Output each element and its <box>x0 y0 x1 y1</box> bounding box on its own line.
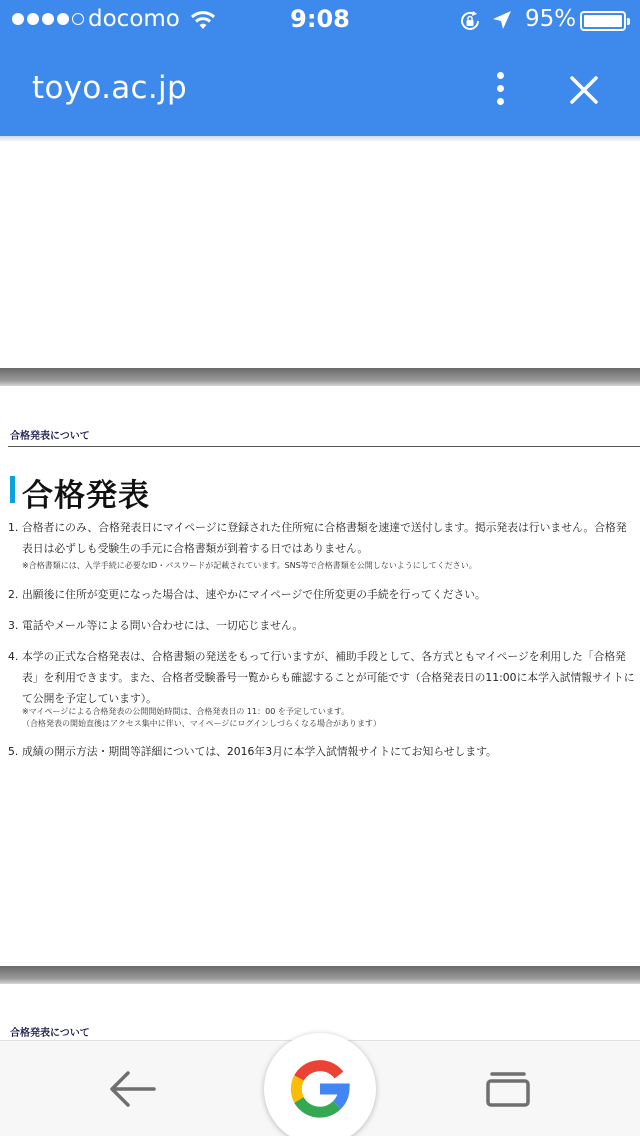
section-label: 合格発表について <box>10 431 90 442</box>
google-search-button[interactable] <box>264 1033 376 1136</box>
list-item-text: 合格者にのみ、合格発表日にマイページに登録された住所宛に合格書類を速達で送付します。掲示発表は行いません。合格発表日は必ずしも受験生の手元に合格書類が到着する日ではありません。 <box>22 521 627 555</box>
list-item-text: 本学の正式な合格発表は、合格書類の発送をもって行いますが、補助手段として、各方式ともマイページを利用した「合格発表」を利用できます。また、合格者受験番号一覧からも確認することが可能です（合格発表日の11:00に本学入試情報サイトにて公開を予定しています）。 <box>22 650 635 705</box>
status-time: 9:08 <box>290 5 350 33</box>
list-item <box>8 741 636 762</box>
page-url[interactable]: toyo.ac.jp <box>32 70 187 106</box>
list-item-text: 電話やメール等による問い合わせには、一切応じません。 <box>22 619 304 632</box>
list-item-number: 4. <box>8 650 19 663</box>
page-title: 合格発表 <box>22 478 150 514</box>
section-divider <box>8 446 640 447</box>
list-item-text: 出願後に住所が変更になった場合は、速やかにマイページで住所変更の手続を行ってください。 <box>22 588 486 601</box>
header-shadow <box>0 136 640 142</box>
list-item-number: 1. <box>8 521 19 534</box>
back-arrow-icon[interactable] <box>104 1065 160 1113</box>
battery-percent: 95% <box>525 6 577 32</box>
list-item <box>8 584 636 605</box>
tabs-icon[interactable] <box>482 1069 534 1109</box>
url-bar <box>0 40 640 136</box>
section-label: 合格発表について <box>10 1028 90 1039</box>
page-separator <box>0 966 640 984</box>
google-g-icon <box>287 1056 353 1122</box>
list-item-note: ※マイページによる合格発表の公開開始時間は、合格発表日の 11：00 を予定しています。 <box>22 707 350 716</box>
list-item-number: 2. <box>8 588 19 601</box>
carrier-name: docomo <box>88 6 180 32</box>
status-bar <box>0 0 640 40</box>
list-item <box>8 517 636 559</box>
list-item-note: ※合格書類には、入学手続に必要なID・パスワードが記載されています。SNS等で合格書類を公開しないようにしてください。 <box>22 561 477 570</box>
list-item-text: 成績の開示方法・期間等詳細については、2016年3月に本学入試情報サイトにてお知らせします。 <box>22 745 497 758</box>
location-arrow-icon <box>491 9 513 31</box>
rotation-lock-icon <box>458 9 482 33</box>
page-separator <box>0 368 640 386</box>
bottom-toolbar <box>0 1040 640 1136</box>
browser-header <box>0 0 640 136</box>
list-item <box>8 646 636 709</box>
list-item <box>8 615 636 636</box>
list-item-number: 5. <box>8 745 19 758</box>
list-item-number: 3. <box>8 619 19 632</box>
list-item-note: （合格発表の開始直後はアクセス集中に伴い、マイページにログインしづらくなる場合があります） <box>22 719 382 728</box>
title-accent-bar <box>10 476 15 503</box>
more-vertical-icon[interactable] <box>480 64 520 112</box>
battery-icon <box>580 11 626 31</box>
close-icon[interactable] <box>560 66 608 114</box>
